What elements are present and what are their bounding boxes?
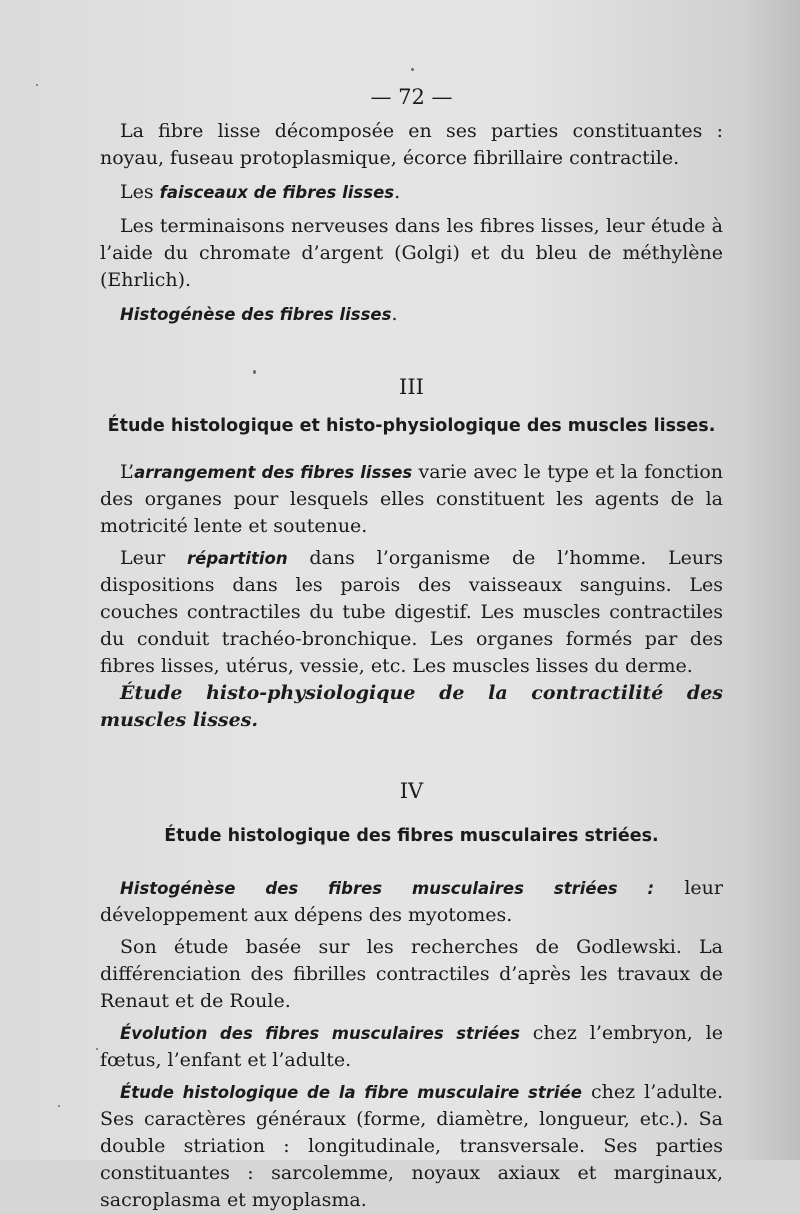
emphasis-text: Évolution des fibres musculaires striées bbox=[120, 1024, 520, 1043]
paragraph-histogenesis: Histogénèse des fibres lisses. bbox=[120, 303, 398, 325]
emphasis-text: répartition bbox=[187, 549, 288, 568]
paragraph-adult-fiber: Étude histologique de la fibre musculaire striée chez l’adulte. Ses caractères généraux (forme, diamètre, longueur, etc.). Sa double striation : longitudinale, transversale. Ses parties constituantes : sarcolemme, noyaux axiaux et marginaux, sacroplasma et myoplasma. bbox=[100, 1081, 723, 1211]
paragraph-nerve-endings: Les terminaisons nerveuses dans les fibres lisses, leur étude à l’aide du chromate d’argent (Golgi) et du bleu de méthylène (Ehrlich). bbox=[100, 215, 723, 291]
paragraph-godlewski: Son étude basée sur les recherches de Godlewski. La différenciation des fibrilles contractiles d’après les travaux de Renaut et de Roule. bbox=[100, 936, 723, 1012]
section-numeral-iii: III bbox=[399, 375, 424, 399]
section-heading-smooth-muscles: Étude histologique et histo-physiologique des muscles lisses. bbox=[107, 416, 716, 436]
paragraph-fiber-bundles: Les faisceaux de fibres lisses. bbox=[120, 181, 401, 203]
emphasis-text: faisceaux de fibres lisses bbox=[159, 183, 395, 202]
page-number: — 72 — bbox=[370, 85, 453, 109]
paragraph-arrangement: L’arrangement des fibres lisses varie avec le type et la fonction des organes pour lesquels elles constituent les agents de la motricité lente et soutenue. bbox=[100, 461, 723, 537]
emphasis-text: Histogénèse des fibres musculaires striées : bbox=[120, 879, 655, 898]
section-heading-striated-fibers: Étude histologique des fibres musculaires striées. bbox=[164, 826, 659, 846]
paragraph-smooth-fiber: La fibre lisse décomposée en ses parties constituantes : noyau, fuseau protoplasmique, écorce fibrillaire contractile. bbox=[100, 120, 723, 169]
paragraph-evolution: Évolution des fibres musculaires striées chez l’embryon, le fœtus, l’enfant et l’adulte. bbox=[100, 1022, 723, 1071]
section-numeral-iv: IV bbox=[399, 779, 424, 803]
paragraph-distribution: Leur répartition dans l’organisme de l’homme. Leurs dispositions dans les parois des vaisseaux sanguins. Les couches contractiles du tube digestif. Les muscles contractiles du conduit trachéo-bronchique. Les organes formés par des fibres lisses, utérus, vessie, etc. Les muscles lisses du derme. bbox=[100, 547, 723, 677]
paragraph-striated-histogenesis: Histogénèse des fibres musculaires striées : leur développement aux dépens des myotomes. bbox=[100, 877, 723, 926]
paragraph-contractility: Étude histo-physiologique de la contractilité des muscles lisses. bbox=[100, 682, 723, 731]
emphasis-text: arrangement des fibres lisses bbox=[134, 463, 413, 482]
emphasis-text: Histogénèse des fibres lisses bbox=[120, 305, 392, 324]
page-text bbox=[100, 84, 723, 1214]
emphasis-text: Étude histologique de la fibre musculaire striée bbox=[120, 1083, 582, 1102]
